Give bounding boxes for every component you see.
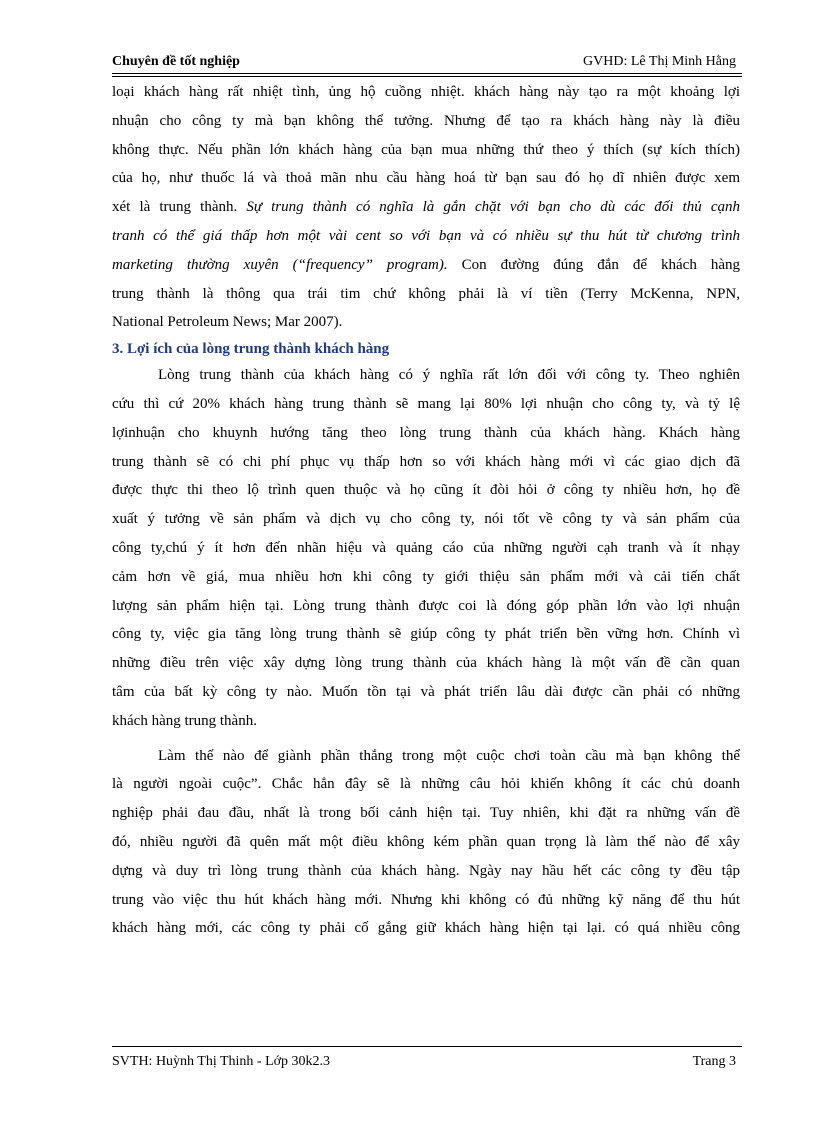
text-line: xuất ý tưởng về sản phẩm và dịch vụ cho công ty, nói tốt về công ty và sản phẩm của: [112, 511, 740, 528]
text-line: công ty,chú ý ít hơn đến nhãn hiệu và quảng cáo của những người cạh tranh và ít nhạy: [112, 539, 740, 556]
paragraph-1: [112, 78, 740, 337]
text-run: Con đường đúng đắn để khách hàng: [447, 256, 741, 273]
section-heading: 3. Lợi ích của lòng trung thành khách hàng: [112, 341, 390, 358]
header-rule: [112, 73, 742, 74]
text-line: được thực thi theo lộ trình quen thuộc và họ cũng ít đòi hỏi ở công ty nhiều hơn, họ đề: [112, 482, 740, 499]
text-line: [112, 251, 740, 280]
text-line: [112, 193, 740, 222]
text-line: công ty, việc gia tăng lòng trung thành sẽ giúp công ty phát triển bền vững hơn. Chính vì: [112, 626, 740, 643]
text-line: cảm hơn về giá, mua nhiều hơn khi công ty giới thiệu sản phẩm mới và cải tiến chất: [112, 568, 740, 585]
page-number: Trang 3: [692, 1054, 736, 1069]
text-line: National Petroleum News; Mar 2007).: [112, 314, 343, 331]
text-line: những điều trên việc xây dựng lòng trung thành của khách hàng là một vấn đề cần quan: [112, 655, 740, 672]
header-title: Chuyên đề tốt nghiệp: [112, 54, 240, 69]
text-line: trung thành sẽ có chi phí phục vụ thấp hơn so với khách hàng mới vì các giao dịch đã: [112, 453, 740, 470]
text-line: lượng sản phẩm hiện tại. Lòng trung thành được coi là đóng góp phần lớn vào lợi nhuận: [112, 597, 740, 614]
text-line: nghiệp phải đau đầu, nhất là trong bối cảnh hiện tại. Tuy nhiên, khi đặt ra những vấn đề: [112, 805, 740, 822]
text-line: trung vào việc thu hút khách hàng mới. Nhưng khi không có đủ những kỹ năng để thu hút: [112, 891, 740, 908]
page-body: [112, 78, 740, 943]
text-line: [112, 222, 740, 251]
text-line: đó, nhiều người đã quên mất một điều không kém phần quan trọng là làm thế nào để xây: [112, 833, 740, 850]
footer-student: SVTH: Huỳnh Thị Thinh - Lớp 30k2.3: [112, 1054, 331, 1069]
header-rule-double: [112, 76, 742, 77]
text-line: là người ngoài cuộc”. Chắc hẳn đây sẽ là những câu hỏi khiến không ít các chủ doanh: [112, 776, 740, 793]
text-line: tâm của bất kỳ công ty nào. Muốn tồn tại và phát triển lâu dài được cần phải có những: [112, 683, 740, 700]
text-line: trung thành là thông qua trái tim chứ không phải là ví tiền (Terry McKenna, NPN,: [112, 285, 740, 302]
footer-rule: [112, 1046, 742, 1047]
text-run: xét là trung thành.: [112, 199, 238, 216]
text-line: nhuận cho công ty mà bạn không thể tưởng. Nhưng để tạo ra khách hàng này là điều: [112, 112, 740, 129]
text-line: loại khách hàng rất nhiệt tình, ủng hộ cuồng nhiệt. khách hàng này tạo ra một khoảng lợi: [112, 84, 740, 100]
italic-run: marketing thường xuyên (“frequency” program).: [112, 256, 448, 273]
italic-run: tranh có thể giá thấp hơn một vài cent so với bạn và có nhiều sự thu hút từ chương trình: [112, 227, 740, 244]
italic-run: Sự trung thành có nghĩa là gắn chặt với bạn cho dù các đối thủ cạnh: [237, 199, 741, 216]
text-line: dựng và duy trì lòng trung thành của khách hàng. Ngày nay hầu hết các công ty đều tập: [112, 862, 740, 879]
paragraph-3: [112, 742, 740, 944]
text-line: khách hàng trung thành.: [112, 712, 257, 729]
text-line: lợinhuận cho khuynh hướng tăng theo lòng trung thành của khách hàng. Khách hàng: [112, 424, 740, 441]
paragraph-2: [112, 361, 740, 735]
text-line: của họ, như thuốc lá và thoả mãn nhu cầu hàng hoá từ bạn sau đó họ dĩ nhiên được xem: [112, 170, 740, 187]
text-line: cứu thì cứ 20% khách hàng trung thành sẽ mang lại 80% lợi nhuận cho công ty, và tỷ lệ: [112, 395, 740, 412]
text-line: Làm thế nào để giành phần thắng trong một cuộc chơi toàn cầu mà bạn không thể: [158, 747, 740, 764]
header-advisor: GVHD: Lê Thị Minh Hằng: [583, 54, 736, 69]
text-line: Lòng trung thành của khách hàng có ý nghĩa rất lớn đối với công ty. Theo nghiên: [158, 367, 740, 384]
text-line: không thực. Nếu phần lớn khách hàng của bạn mua những thứ theo ý thích (sự kích thích): [112, 141, 740, 158]
text-line: khách hàng mới, các công ty phải cố gắng giữ khách hàng hiện tại lại. có quá nhiều công: [112, 920, 740, 937]
